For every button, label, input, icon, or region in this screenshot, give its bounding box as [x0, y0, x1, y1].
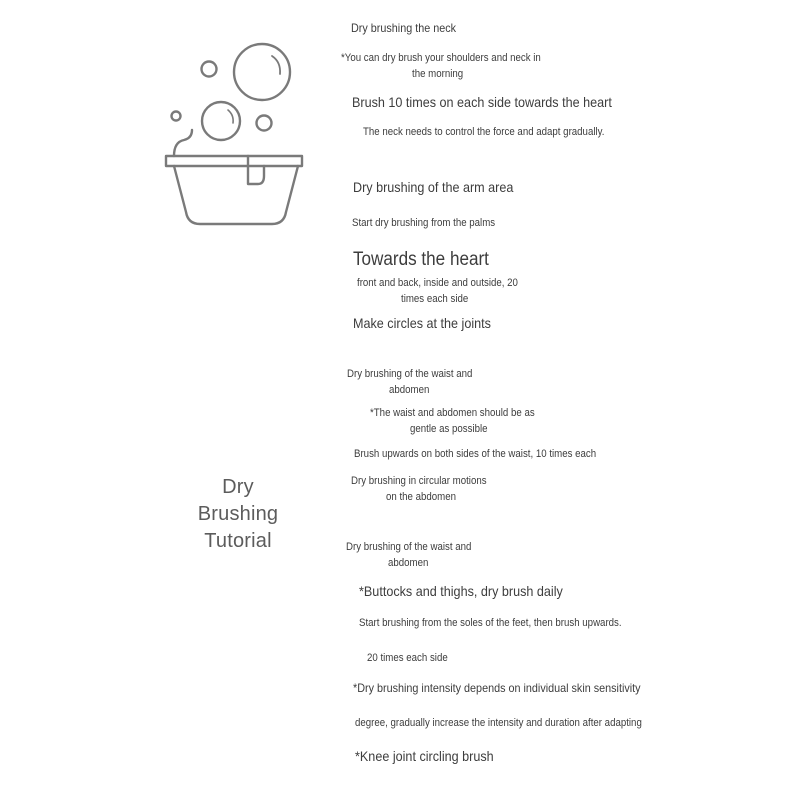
tub-body — [174, 166, 298, 224]
neck-tip: The neck needs to control the force and adapt gradually. — [363, 126, 605, 138]
neck-heading: Dry brushing the neck — [351, 21, 457, 35]
bathtub-bubbles-svg — [160, 38, 310, 230]
legs-subheading: *Buttocks and thighs, dry brush daily — [359, 583, 563, 599]
arm-step-1: Start dry brushing from the palms — [352, 217, 496, 229]
title-line-2: Brushing — [197, 503, 279, 525]
legs-step-2: 20 times each side — [367, 652, 448, 664]
bubble-medium — [202, 102, 240, 140]
bubble-large-highlight — [272, 56, 280, 74]
waist-heading-line-2: abdomen — [389, 384, 430, 396]
title-line-1: Dry — [222, 476, 254, 498]
legs-note-line-1: *Dry brushing intensity depends on individual skin sensitivity — [353, 681, 641, 695]
waist-heading-line-1: Dry brushing of the waist and — [347, 368, 473, 380]
arm-heading: Dry brushing of the arm area — [353, 179, 514, 195]
legs-heading-line-2: abdomen — [388, 557, 429, 569]
tub-spout — [248, 156, 264, 184]
neck-step: Brush 10 times on each side towards the heart — [352, 94, 612, 110]
arm-step-2-line-1: front and back, inside and outside, 20 — [357, 277, 518, 289]
arm-step-3: Make circles at the joints — [353, 315, 491, 331]
neck-note-line-1: *You can dry brush your shoulders and neck in — [341, 52, 541, 64]
legs-final: *Knee joint circling brush — [355, 748, 494, 764]
waist-step-2-line-1: Dry brushing in circular motions — [351, 475, 487, 487]
neck-note-line-2: the morning — [412, 68, 464, 80]
waist-note-line-1: *The waist and abdomen should be as — [370, 407, 535, 419]
bubble-small-top — [202, 62, 217, 77]
bubble-tiny-left — [172, 112, 181, 121]
tub-faucet — [174, 130, 192, 156]
bubble-small-right — [257, 116, 272, 131]
arm-emphasis: Towards the heart — [353, 249, 489, 270]
tub-rim — [166, 156, 302, 166]
page-title — [178, 474, 298, 555]
legs-heading-line-1: Dry brushing of the waist and — [346, 541, 472, 553]
waist-step-2-line-2: on the abdomen — [386, 491, 456, 503]
legs-note-line-2: degree, gradually increase the intensity and duration after adapting — [355, 717, 642, 729]
bubble-large — [234, 44, 290, 100]
title-line-3: Tutorial — [204, 530, 272, 552]
waist-step-1: Brush upwards on both sides of the waist, 10 times each — [354, 448, 597, 460]
bubble-medium-highlight — [228, 110, 233, 123]
bathtub-bubbles-icon — [160, 38, 310, 230]
arm-step-2-line-2: times each side — [401, 293, 469, 305]
waist-note-line-2: gentle as possible — [410, 423, 488, 435]
legs-step-1: Start brushing from the soles of the feet, then brush upwards. — [359, 617, 622, 629]
